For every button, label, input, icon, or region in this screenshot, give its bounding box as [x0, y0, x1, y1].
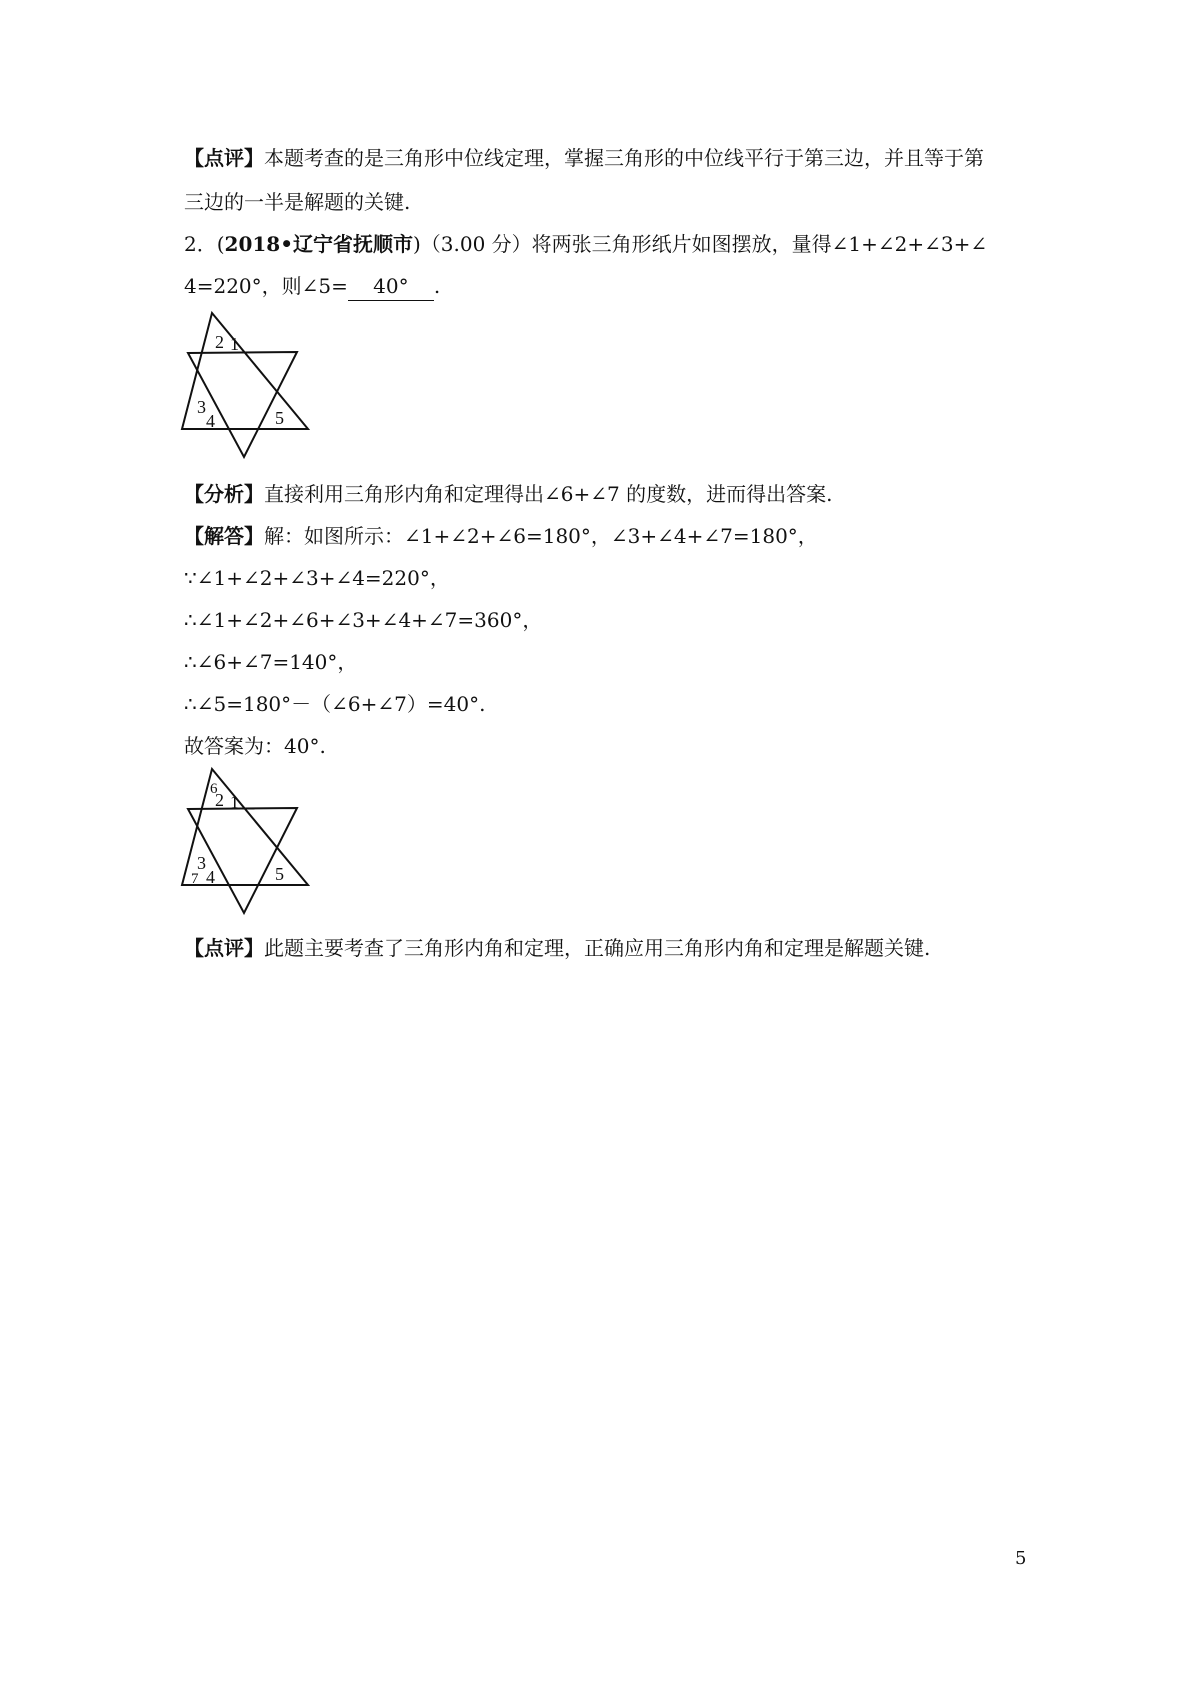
answer-blank: 40°	[348, 272, 434, 301]
analysis-line	[184, 480, 832, 508]
q2-review-line	[184, 934, 930, 962]
solution-line-1	[184, 522, 818, 550]
angle-label-5: 5	[275, 408, 284, 428]
question-source: 2018•辽宁省抚顺市	[224, 232, 413, 256]
analysis-tag: 【分析】	[184, 482, 264, 506]
q1-review-line1	[184, 144, 984, 172]
angle-label-1: 1	[230, 792, 239, 812]
stem-text: 4=220°，则∠5=	[184, 274, 348, 298]
review-tag: 【点评】	[184, 146, 264, 170]
question-stem: )（3.00 分）将两张三角形纸片如图摆放，量得∠1+∠2+∠3+∠	[412, 232, 988, 256]
angle-label-4: 4	[206, 867, 215, 887]
angle-label-1: 1	[230, 334, 239, 354]
page-number: 5	[1015, 1548, 1027, 1569]
q2-stem-line1	[184, 230, 987, 258]
angle-label-4: 4	[206, 411, 215, 431]
angle-label-2: 2	[215, 790, 224, 810]
analysis-text: 直接利用三角形内角和定理得出∠6+∠7 的度数，进而得出答案.	[264, 482, 833, 506]
angle-label-5: 5	[275, 864, 284, 884]
q1-review-line2: 三边的一半是解题的关键.	[184, 190, 411, 214]
stem-period: .	[433, 274, 441, 298]
solution-line-5: ∴∠5=180°－（∠6+∠7）=40°.	[184, 692, 486, 716]
angle-label-3: 3	[197, 397, 206, 417]
review-tag: 【点评】	[184, 936, 264, 960]
angle-label-3: 3	[197, 853, 206, 873]
question-number: 2．(	[184, 232, 225, 256]
angle-label-7: 7	[191, 871, 199, 887]
figure-two-triangles	[180, 310, 320, 460]
q2-stem-line2	[184, 272, 440, 301]
solution-line-6: 故答案为：40°.	[184, 734, 326, 758]
angle-label-2: 2	[215, 332, 224, 352]
review-text: 本题考查的是三角形中位线定理，掌握三角形的中位线平行于第三边，并且等于第	[264, 146, 984, 170]
solution-tag: 【解答】	[184, 524, 264, 548]
figure-two-triangles-labeled	[180, 766, 320, 916]
solution-text: 解：如图所示：∠1+∠2+∠6=180°，∠3+∠4+∠7=180°，	[264, 524, 818, 548]
solution-line-3: ∴∠1+∠2+∠6+∠3+∠4+∠7=360°，	[184, 608, 543, 632]
solution-line-4: ∴∠6+∠7=140°，	[184, 650, 358, 674]
angle-label-6: 6	[210, 781, 218, 797]
solution-line-2: ∵∠1+∠2+∠3+∠4=220°，	[184, 566, 450, 590]
review-text: 此题主要考查了三角形内角和定理，正确应用三角形内角和定理是解题关键.	[264, 936, 931, 960]
